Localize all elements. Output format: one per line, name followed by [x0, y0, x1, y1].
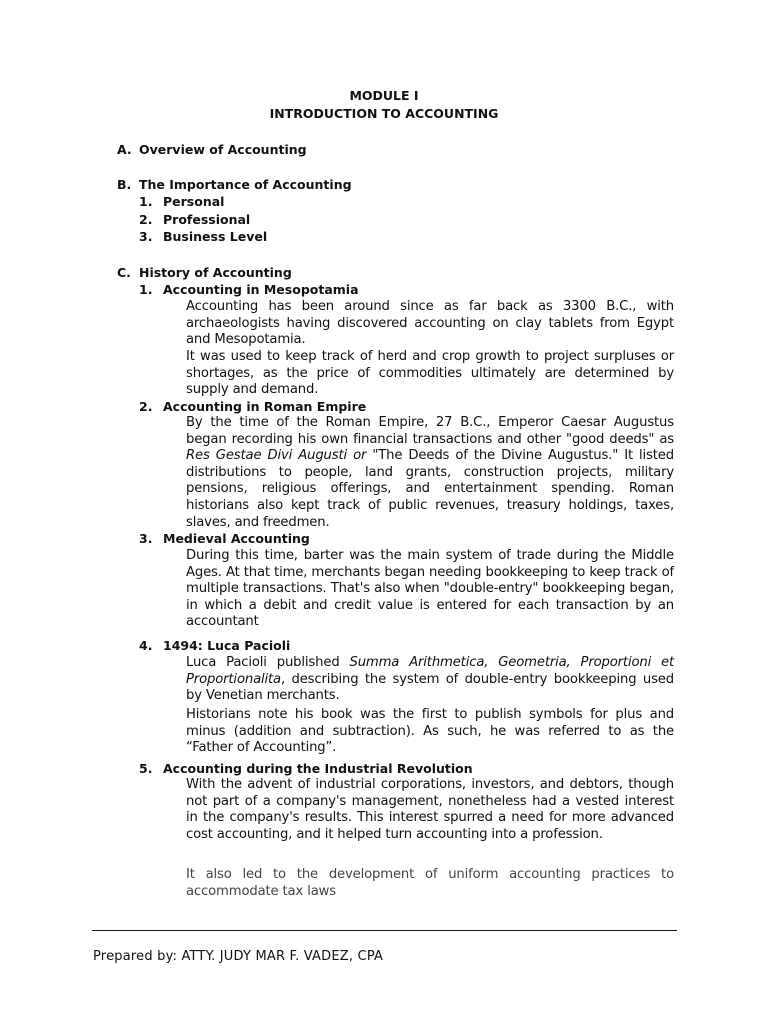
section-label: Overview of Accounting: [139, 142, 307, 157]
italic-title: Summa Arithmetica, Geometria, Proportioni et Proportionalita: [186, 655, 675, 687]
list-item: 3. Business Level: [139, 229, 268, 244]
paragraph: During this time, barter was the main system of trade during the Middle Ages. At that time, merchants began needing bookkeeping to keep track of multiple transactions. That's also when "double-entry" bookkeeping began, in which a debit and credit value is entered for each transaction by an accountant: [186, 548, 674, 630]
subsection-heading: 1. Accounting in Mesopotamia: [139, 282, 359, 297]
section-c-heading: [117, 264, 292, 282]
subsection-heading: 5. Accounting during the Industrial Revolution: [139, 761, 473, 776]
subsection-heading: 2. Accounting in Roman Empire: [139, 399, 367, 414]
module-number: MODULE I: [349, 88, 419, 103]
footer-prepared-by: Prepared by: ATTY. JUDY MAR F. VADEZ, CPA: [93, 949, 384, 964]
paragraph: It was used to keep track of herd and crop growth to project surpluses or shortages, as the price of commodities ultimately are determined by supply and demand.: [186, 349, 674, 398]
list-item: 1. Personal: [139, 194, 225, 209]
italic-title: Res Gestae Divi Augusti or: [186, 448, 367, 464]
paragraph: With the advent of industrial corporations, investors, and debtors, though not part of a company's management, nonetheless had a vested interest in the company's results. This interest spurred a need for more advanced cost accounting, and it helped turn accounting into a profession.: [186, 777, 674, 842]
list-item: 2. Professional: [139, 212, 251, 227]
footer-divider: [92, 930, 677, 931]
paragraph: Accounting has been around since as far back as 3300 B.C., with archaeologists having discovered accounting on clay tablets from Egypt and Mesopotamia.: [186, 299, 674, 348]
section-letter: C.: [117, 265, 131, 280]
section-label: History of Accounting: [139, 265, 292, 280]
paragraph: It also led to the development of uniform accounting practices to accommodate tax laws: [186, 867, 674, 899]
subsection-heading: 4. 1494: Luca Pacioli: [139, 638, 291, 653]
section-letter: B.: [117, 177, 132, 192]
section-a-heading: [117, 141, 307, 159]
module-title: INTRODUCTION TO ACCOUNTING: [269, 106, 499, 121]
section-label: The Importance of Accounting: [139, 177, 352, 192]
section-b-heading: [117, 176, 352, 194]
paragraph: Luca Pacioli published Summa Arithmetica, Geometria, Proportioni et Proportionalita, describing the system of double-entry bookkeeping used by Venetian merchants.: [186, 655, 675, 704]
section-letter: A.: [117, 142, 132, 157]
paragraph: Historians note his book was the first to publish symbols for plus and minus (addition and subtraction). As such, he was referred to as the “Father of Accounting”.: [186, 707, 674, 756]
paragraph: By the time of the Roman Empire, 27 B.C., Emperor Caesar Augustus began recording his own financial transactions and other "good deeds" as Res Gestae Divi Augusti or "The Deeds of the Divine Augustus." It listed distributions to people, land grants, construction projects, military pensions, religious offerings, and entertainment spending. Roman historians also kept track of public revenues, treasury holdings, taxes, slaves, and freedmen.: [186, 415, 674, 530]
subsection-heading: 3. Medieval Accounting: [139, 531, 310, 546]
